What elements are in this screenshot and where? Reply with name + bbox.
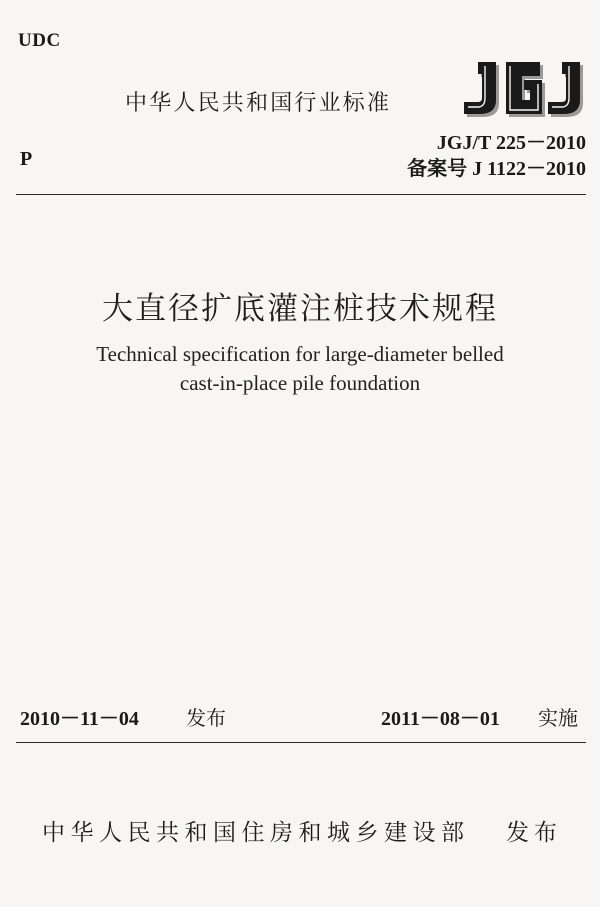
- bottom-divider: [16, 742, 586, 743]
- category-code: P: [20, 148, 33, 170]
- top-divider: [16, 194, 586, 195]
- issuing-ministry-label: 发布: [506, 820, 562, 846]
- title-english-line-2: cast-in-place pile foundation: [179, 371, 421, 395]
- standard-code-block: [407, 130, 586, 182]
- issuing-ministry: 中华人民共和国住房和城乡建设部: [42, 820, 470, 846]
- title-english: [0, 340, 600, 398]
- issue-label: 发布: [186, 706, 226, 730]
- implementation-label: 实施: [538, 706, 578, 730]
- record-number: 备案号 J 1122－2010: [407, 158, 586, 180]
- title-chinese: 大直径扩底灌注桩技术规程: [102, 291, 498, 327]
- jgj-logo: [458, 60, 590, 118]
- industry-standard-label: 中华人民共和国行业标准: [125, 91, 392, 116]
- implementation-date: 2011－08－01: [381, 708, 500, 730]
- title-english-line-1: Technical specification for large-diameter belled: [96, 342, 504, 366]
- standard-number: JGJ/T 225－2010: [436, 132, 586, 154]
- udc-label: UDC: [18, 30, 61, 51]
- issue-date: 2010－11－04: [20, 708, 139, 730]
